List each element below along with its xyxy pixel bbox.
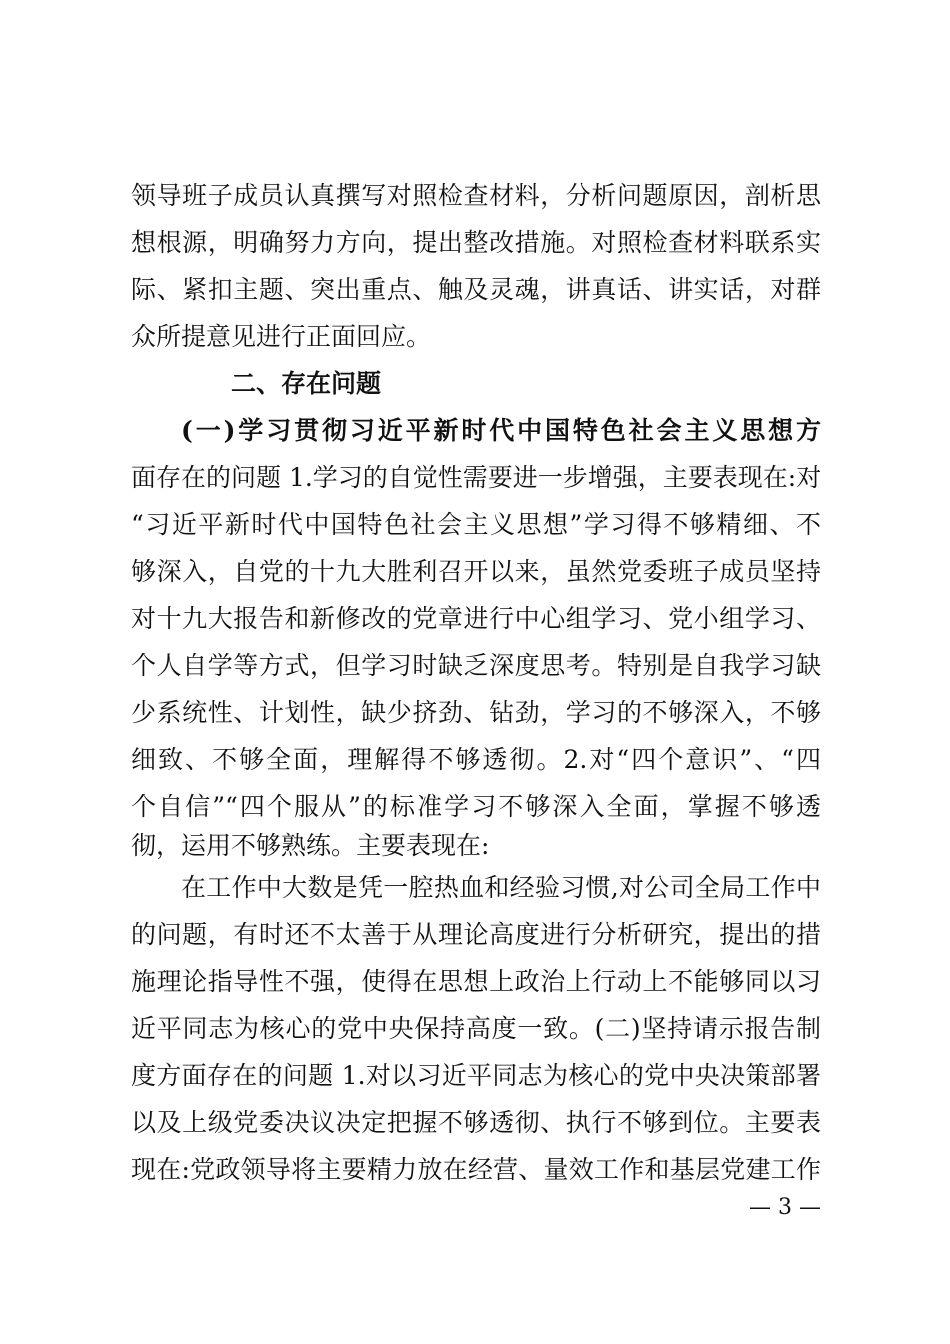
paragraph-line: 想根源，明确努力方向，提出整改措施。对照检查材料联系实 (131, 228, 821, 257)
paragraph-line: 细致、不够全面，理解得不够透彻。2.对“四个意识”、“四 (131, 745, 821, 774)
paragraph-line: 度方面存在的问题 1.对以习近平同志为核心的党中央决策部署 (131, 1061, 821, 1090)
paragraph-line: 众所提意见进行正面回应。 (131, 322, 432, 351)
paragraph-line: 近平同志为核心的党中央保持高度一致。(二)坚持请示报告制 (131, 1014, 821, 1043)
section-heading: 二、存在问题 (231, 369, 382, 398)
paragraph-line: 个人自学等方式，但学习时缺乏深度思考。特别是自我学习缺 (131, 651, 821, 680)
paragraph-line: 少系统性、计划性，缺少挤劲、钻劲，学习的不够深入，不够 (131, 698, 821, 727)
paragraph-line: “习近平新时代中国特色社会主义思想”学习得不够精细、不 (131, 510, 821, 539)
paragraph-line: (一)学习贯彻习近平新时代中国特色社会主义思想方 (181, 416, 821, 445)
paragraph-line: 领导班子成员认真撰写对照检查材料，分析问题原因，剖析思 (131, 181, 821, 210)
paragraph-line: 面存在的问题 1.学习的自觉性需要进一步增强，主要表现在:对 (131, 463, 822, 492)
page-number: — 3 — (749, 1195, 821, 1220)
paragraph-line: 个自信”“四个服从”的标准学习不够深入全面，掌握不够透 (131, 792, 821, 821)
paragraph-line: 现在:党政领导将主要精力放在经营、量效工作和基层党建工作 (131, 1155, 821, 1184)
paragraph-line: 够深入，自党的十九大胜利召开以来，虽然党委班子成员坚持 (131, 557, 821, 586)
paragraph-line: 彻，运用不够熟练。主要表现在: (131, 831, 490, 860)
paragraph-line: 在工作中大数是凭一腔热血和经验习惯,对公司全局工作中 (181, 873, 821, 902)
paragraph-line: 施理论指导性不强，使得在思想上政治上行动上不能够同以习 (131, 967, 821, 996)
paragraph-line: 的问题，有时还不太善于从理论高度进行分析研究，提出的措 (131, 920, 821, 949)
paragraph-line: 对十九大报告和新修改的党章进行中心组学习、党小组学习、 (131, 604, 821, 633)
paragraph-line: 以及上级党委决议决定把握不够透彻、执行不够到位。主要表 (131, 1108, 821, 1137)
paragraph-line: 际、紧扣主题、突出重点、触及灵魂，讲真话、讲实话，对群 (131, 275, 821, 304)
